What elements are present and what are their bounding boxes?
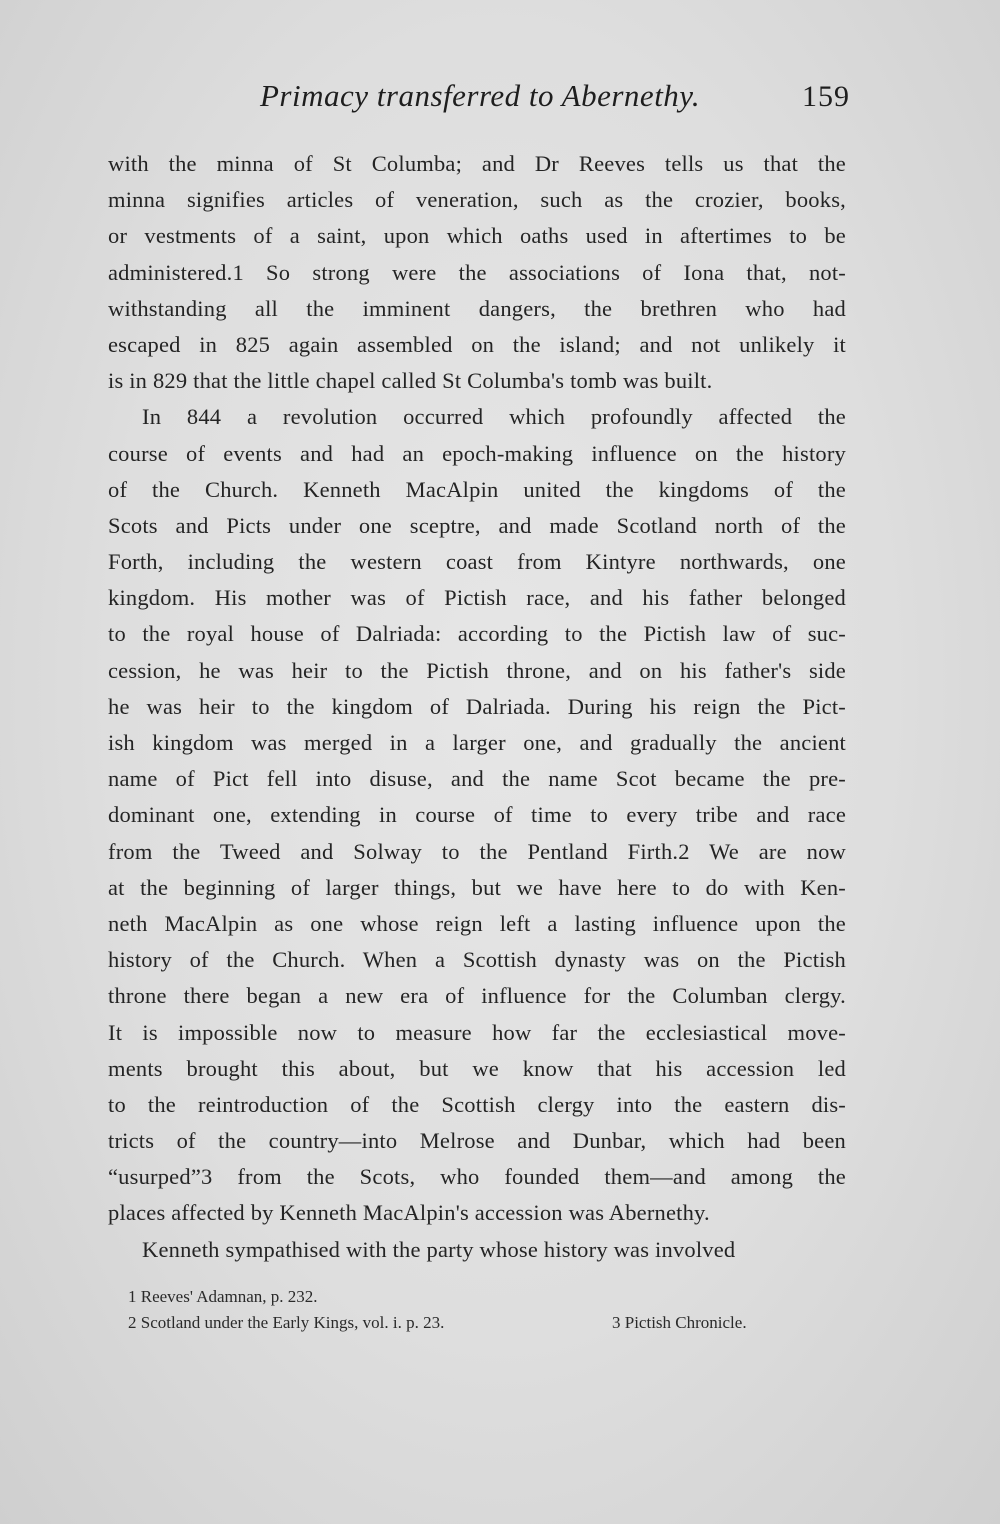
text-line: places affected by Kenneth MacAlpin's accession was Abernethy. (108, 1200, 710, 1226)
text-line: minna signifies articles of veneration, such as the crozier, books, (108, 187, 846, 213)
text-line: Kenneth sympathised with the party whose history was involved (142, 1236, 736, 1262)
text-line: name of Pict fell into disuse, and the name Scot became the pre- (108, 766, 846, 792)
text-line: ments brought this about, but we know that his accession led (108, 1055, 846, 1081)
text-line: escaped in 825 again assembled on the island; and not unlikely it (108, 331, 846, 357)
text-line: at the beginning of larger things, but we have here to do with Ken- (108, 874, 846, 900)
text-line: tricts of the country—into Melrose and Dunbar, which had been (108, 1128, 846, 1154)
text-line: of the Church. Kenneth MacAlpin united the kingdoms of the (108, 476, 846, 502)
text-line: cession, he was heir to the Pictish throne, and on his father's side (108, 657, 846, 683)
page-header (110, 78, 850, 128)
text-line: history of the Church. When a Scottish dynasty was on the Pictish (108, 947, 846, 973)
footnotes (128, 1284, 788, 1336)
text-line: throne there began a new era of influence for the Columban clergy. (108, 983, 846, 1009)
text-line: or vestments of a saint, upon which oaths used in aftertimes to be (108, 223, 846, 249)
text-line: withstanding all the imminent dangers, the brethren who had (108, 295, 846, 321)
text-line: It is impossible now to measure how far the ecclesiastical move- (108, 1019, 846, 1045)
footnote-row (128, 1284, 788, 1310)
footnote-2: 2 Scotland under the Early Kings, vol. i. p. 23. (128, 1313, 445, 1332)
text-line: from the Tweed and Solway to the Pentland Firth.2 We are now (108, 838, 846, 864)
running-title: Primacy transferred to Abernethy. (260, 78, 701, 113)
text-line: to the reintroduction of the Scottish clergy into the eastern dis- (108, 1091, 846, 1117)
text-line: “usurped”3 from the Scots, who founded them—and among the (108, 1164, 846, 1190)
text-line: In 844 a revolution occurred which profoundly affected the (142, 404, 846, 430)
text-line: kingdom. His mother was of Pictish race, and his father belonged (108, 585, 846, 611)
text-line: ish kingdom was merged in a larger one, and gradually the ancient (108, 730, 846, 755)
footnote-3: 3 Pictish Chronicle. (612, 1313, 747, 1332)
text-line: is in 829 that the little chapel called St Columba's tomb was built. (108, 368, 713, 394)
text-line: administered.1 So strong were the associations of Iona that, not- (108, 259, 846, 285)
text-line: neth MacAlpin as one whose reign left a lasting influence upon the (108, 910, 846, 936)
text-line: Scots and Picts under one sceptre, and made Scotland north of the (108, 512, 846, 538)
text-line: course of events and had an epoch-making influence on the history (108, 440, 846, 466)
text-line: to the royal house of Dalriada: according to the Pictish law of suc- (108, 621, 846, 647)
text-line: dominant one, extending in course of time to every tribe and race (108, 802, 846, 828)
body-text (108, 146, 846, 1268)
text-line: he was heir to the kingdom of Dalriada. During his reign the Pict- (108, 693, 846, 719)
text-line: with the minna of St Columba; and Dr Reeves tells us that the (108, 151, 846, 176)
page-number: 159 (802, 80, 850, 113)
footnote-row (128, 1310, 788, 1336)
footnote-1: 1 Reeves' Adamnan, p. 232. (128, 1287, 318, 1306)
text-line: Forth, including the western coast from Kintyre northwards, one (108, 549, 846, 575)
